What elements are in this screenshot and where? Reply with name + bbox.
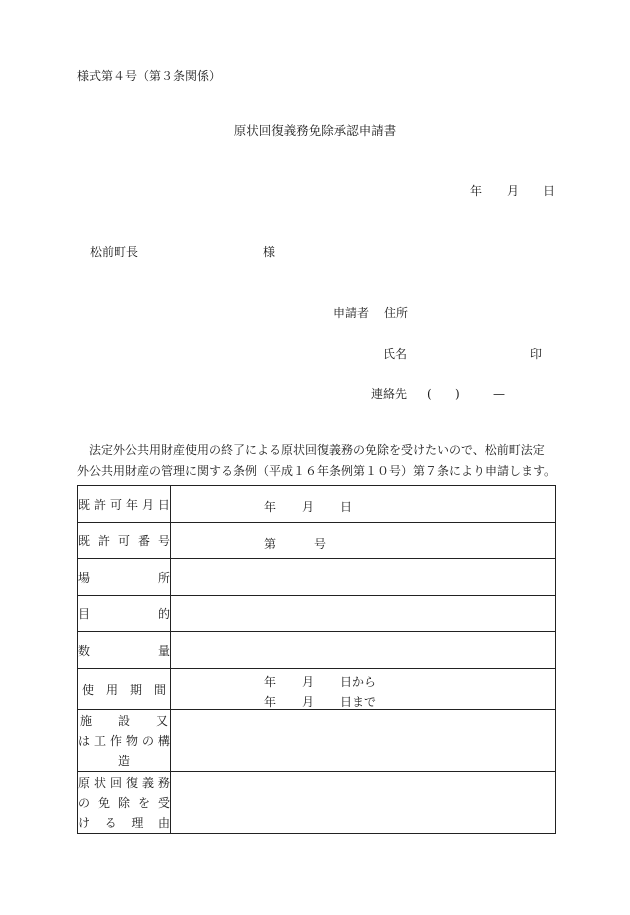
facility-structure-field[interactable] xyxy=(171,710,556,772)
label-location: 場 所 xyxy=(78,559,171,596)
table-row xyxy=(78,596,556,632)
addressee-name: 松前町長 xyxy=(90,245,139,259)
prior-permit-date-field[interactable]: 年 月 日 xyxy=(171,486,556,523)
table-row xyxy=(78,772,556,834)
prior-permit-number-field[interactable]: 第 号 xyxy=(171,523,556,559)
contact-label: 連絡先 xyxy=(371,387,408,401)
date-year-label: 年 xyxy=(470,184,483,198)
table-row xyxy=(78,669,556,710)
date-month-label: 月 xyxy=(507,184,520,198)
quantity-field[interactable] xyxy=(171,632,556,669)
addressee-honorific: 様 xyxy=(263,245,276,259)
contact-paren-open: ( xyxy=(427,387,432,401)
statement-line-2: 外公共用財産の管理に関する条例（平成１６年条例第１０号）第７条により申請します。 xyxy=(77,464,557,478)
application-statement xyxy=(77,440,557,482)
label-purpose: 目 的 xyxy=(78,596,171,632)
label-prior-permit-date: 既 許 可 年 月 日 xyxy=(78,486,171,523)
label-exemption-reason: 原 状 回 復 義 務 の 免 除 を 受 け る 理 由 xyxy=(78,772,171,834)
label-facility-structure: 施 設 又 は 工 作 物 の 構 造 xyxy=(78,710,171,772)
label-prior-permit-number: 既 許 可 番 号 xyxy=(78,523,171,559)
location-field[interactable] xyxy=(171,559,556,596)
usage-period-field[interactable]: 年 月 日から 年 月 日まで xyxy=(171,669,556,710)
table-row xyxy=(78,632,556,669)
label-usage-period: 使 用 期 間 xyxy=(78,669,171,710)
table-row xyxy=(78,523,556,559)
form-number: 様式第４号（第３条関係） xyxy=(77,69,222,83)
contact-dash: — xyxy=(493,387,505,401)
contact-paren-close: ) xyxy=(455,387,460,401)
document-title: 原状回復義務免除承認申請書 xyxy=(233,123,397,138)
table-row xyxy=(78,559,556,596)
label-quantity: 数 量 xyxy=(78,632,171,669)
table-row xyxy=(78,486,556,523)
address-label: 住所 xyxy=(384,306,409,320)
purpose-field[interactable] xyxy=(171,596,556,632)
application-form-table xyxy=(77,485,556,834)
seal-mark: 印 xyxy=(530,347,543,361)
statement-line-1: 法定外公共用財産使用の終了による原状回復義務の免除を受けたいので、松前町法定 xyxy=(89,443,545,457)
date-day-label: 日 xyxy=(543,184,556,198)
exemption-reason-field[interactable] xyxy=(171,772,556,834)
name-label: 氏名 xyxy=(383,347,408,361)
applicant-label: 申請者 xyxy=(333,306,370,320)
table-row xyxy=(78,710,556,772)
